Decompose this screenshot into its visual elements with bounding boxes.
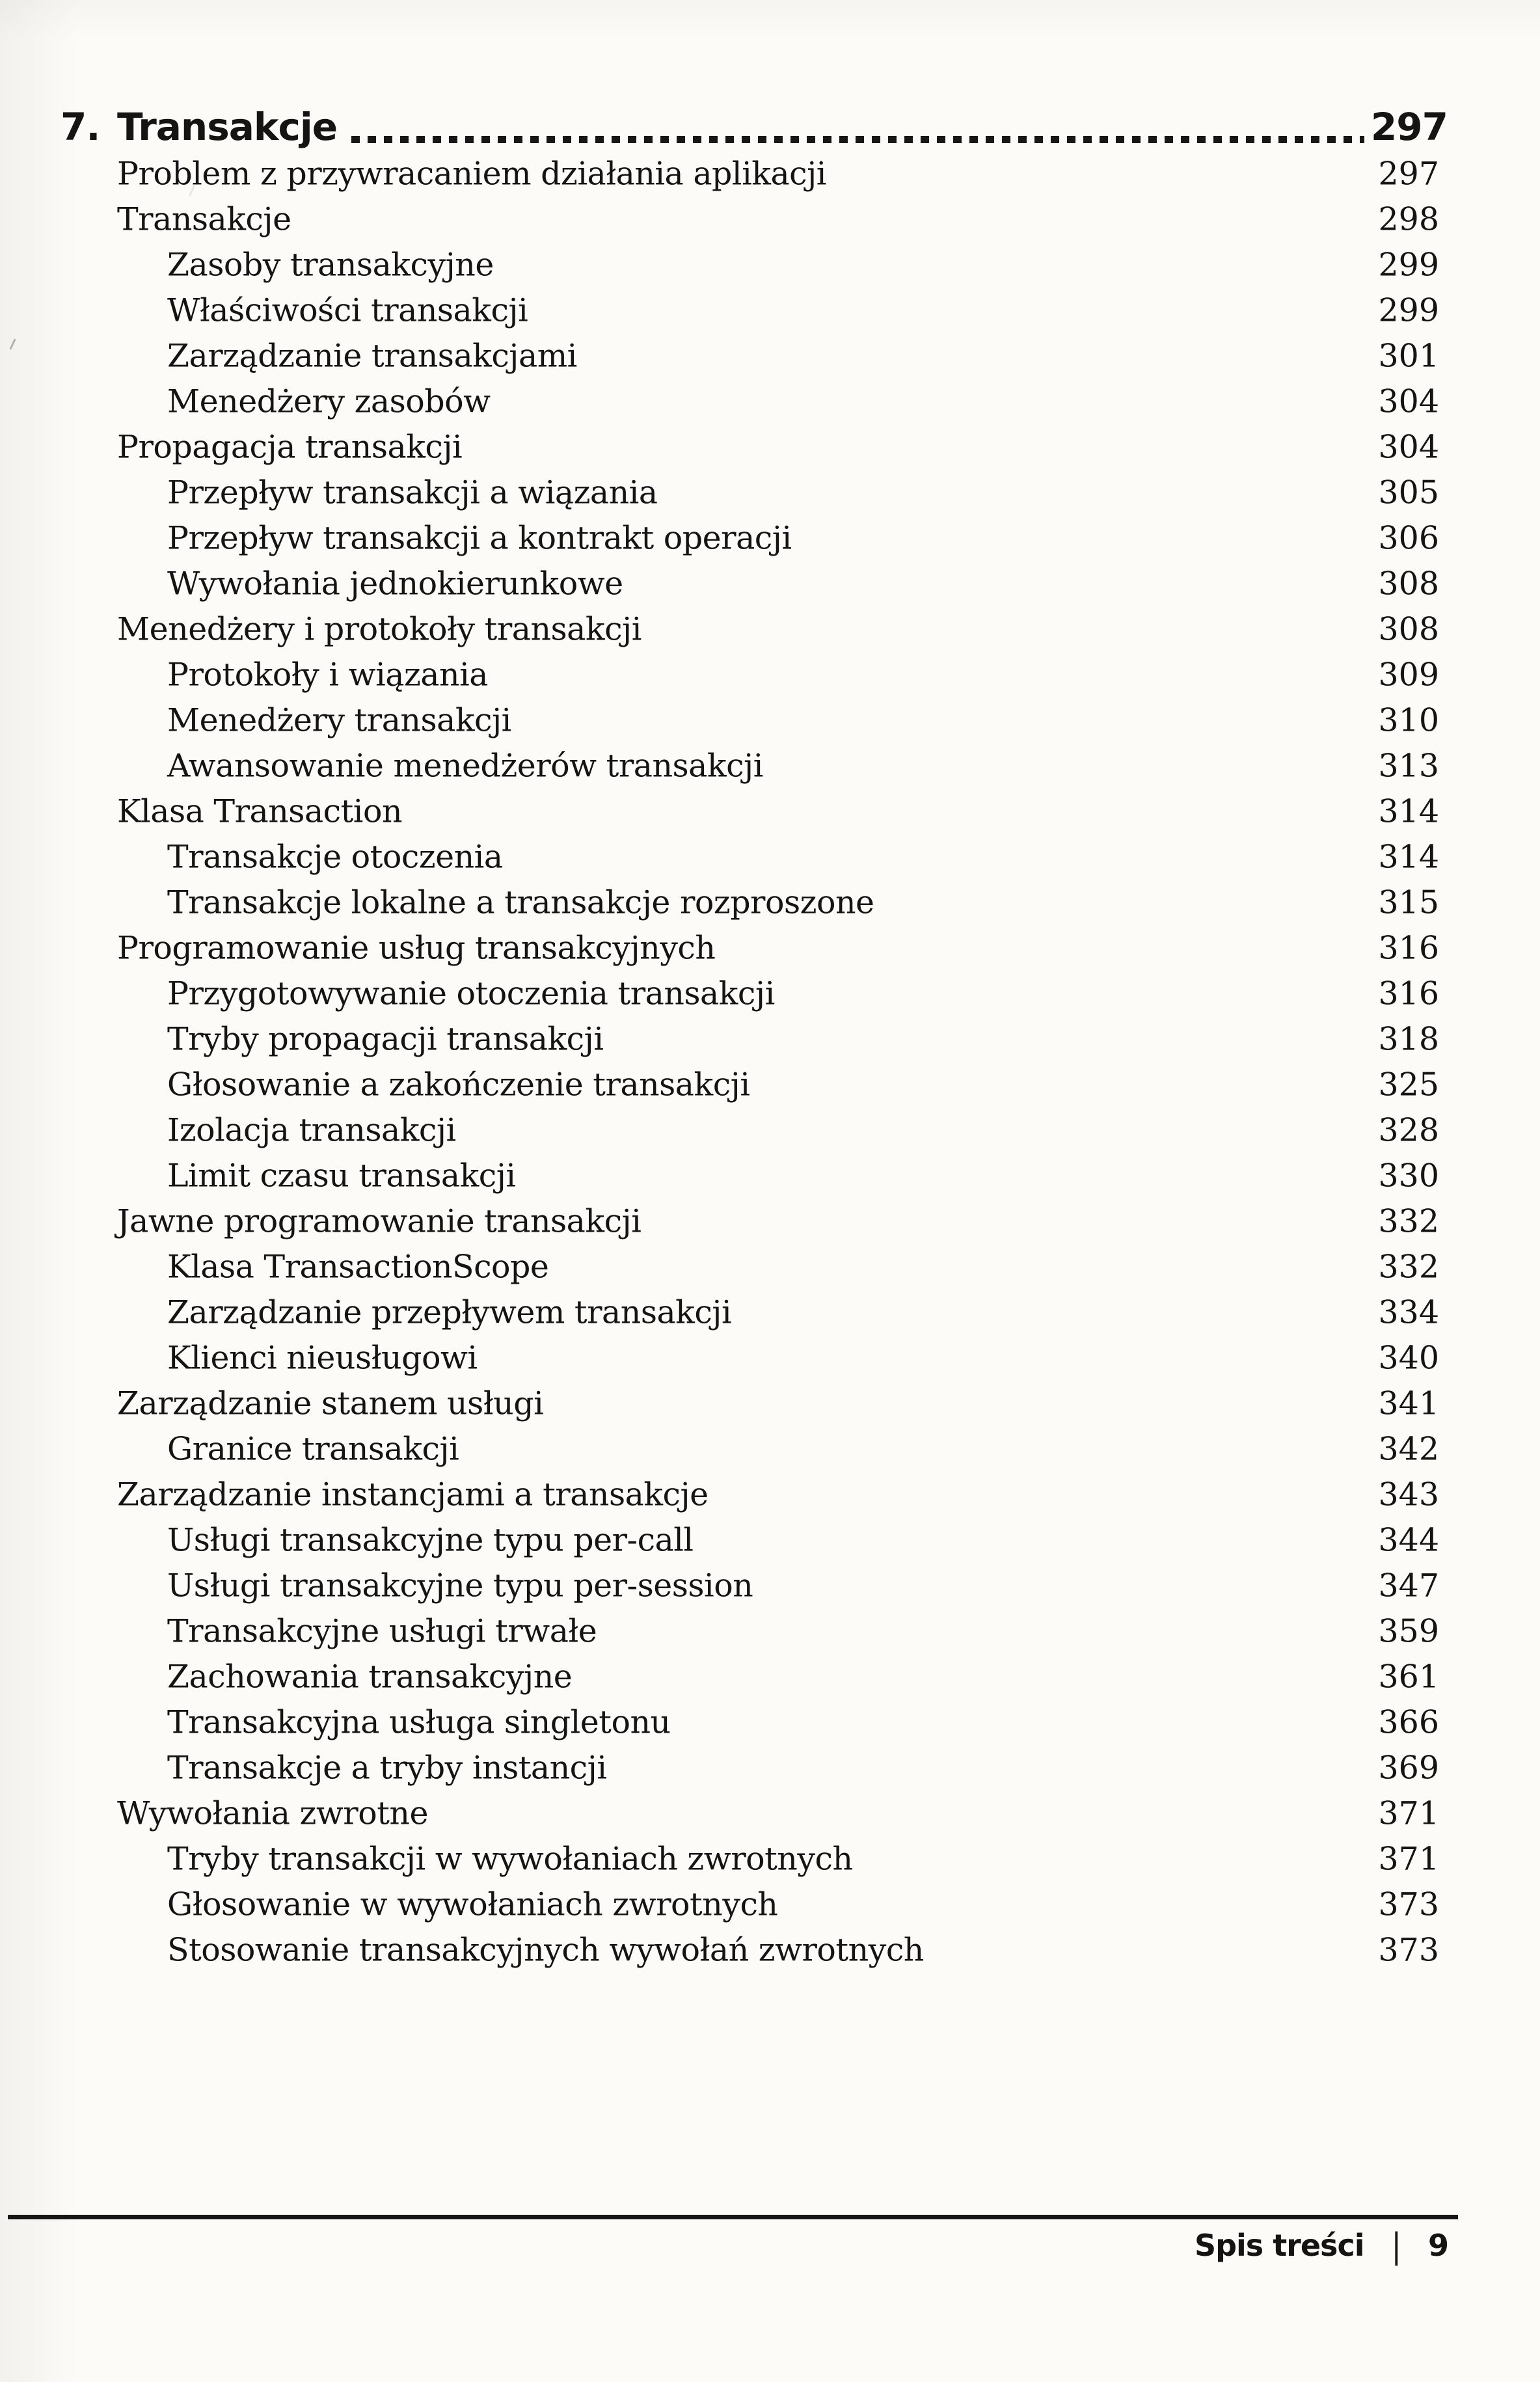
toc-row: [0, 880, 1540, 925]
toc-entry-page: 325: [1378, 1066, 1439, 1103]
chapter-number: 7.: [61, 105, 100, 149]
toc-entry-title: Klasa Transaction: [117, 792, 403, 830]
toc-entry-page: 332: [1378, 1248, 1439, 1286]
toc-entry-page: 344: [1378, 1521, 1439, 1559]
footer-section-label: Spis treści: [1194, 2228, 1364, 2263]
toc-entry-page: 334: [1378, 1293, 1439, 1331]
toc-row: [0, 196, 1540, 242]
footer-page-number: 9: [1427, 2228, 1448, 2263]
toc-entry-page: 371: [1378, 1840, 1439, 1878]
toc-row: [0, 1472, 1540, 1517]
toc-row: [0, 561, 1540, 606]
toc-row: [0, 333, 1540, 379]
toc-row: [0, 1699, 1540, 1745]
toc-row: [0, 242, 1540, 288]
toc-entry-title: Tryby transakcji w wywołaniach zwrotnych: [167, 1840, 853, 1878]
toc-row: [0, 652, 1540, 697]
toc-row: [0, 1836, 1540, 1882]
toc-entry-title: Menedżery zasobów: [167, 383, 491, 420]
toc-entry-page: 313: [1378, 747, 1439, 785]
toc-entry-title: Programowanie usług transakcyjnych: [117, 929, 716, 967]
toc-row: [0, 834, 1540, 880]
toc-row: [0, 606, 1540, 652]
toc-row: [0, 424, 1540, 470]
toc-entry-page: 315: [1378, 884, 1439, 921]
toc-entry-page: 304: [1378, 428, 1439, 466]
toc-entry-title: Zarządzanie stanem usługi: [117, 1385, 544, 1422]
toc-row: [0, 1745, 1540, 1791]
toc-row: [0, 1244, 1540, 1290]
toc-entry-page: 361: [1378, 1658, 1439, 1696]
toc-entry-page: 371: [1378, 1794, 1439, 1832]
dotted-leader: [351, 136, 1364, 143]
toc-entry-title: Zarządzanie transakcjami: [167, 337, 577, 375]
toc-row: [0, 1016, 1540, 1062]
toc-entry-page: 305: [1378, 474, 1439, 511]
toc-row: [0, 971, 1540, 1016]
toc-entry-title: Propagacja transakcji: [117, 428, 463, 466]
toc-entry-title: Zarządzanie instancjami a transakcje: [117, 1476, 709, 1513]
toc-entry-page: 299: [1378, 291, 1439, 329]
footer: [1194, 2225, 1448, 2266]
toc-entry-page: 299: [1378, 246, 1439, 284]
toc-entry-title: Problem z przywracaniem działania aplikacji: [117, 155, 826, 193]
toc-row: [0, 1153, 1540, 1198]
toc-row: [0, 470, 1540, 515]
toc-row: [0, 1791, 1540, 1836]
toc-entry-title: Transakcje lokalne a transakcje rozproszone: [167, 884, 874, 921]
toc-row: [0, 151, 1540, 196]
toc-row: [0, 1062, 1540, 1107]
toc-entry-page: 310: [1378, 701, 1439, 739]
toc-entry-page: 366: [1378, 1703, 1439, 1741]
toc-entry-title: Transakcyjne usługi trwałe: [167, 1612, 597, 1650]
toc-row: [0, 1654, 1540, 1699]
toc-entry-page: 308: [1378, 610, 1439, 648]
toc-list: [0, 151, 1540, 1973]
toc-entry-page: 342: [1378, 1430, 1439, 1468]
toc-entry-title: Przepływ transakcji a kontrakt operacji: [167, 519, 792, 557]
chapter-page-number: 297: [1370, 105, 1448, 149]
toc-entry-page: 359: [1378, 1612, 1439, 1650]
toc-entry-page: 314: [1378, 838, 1439, 876]
toc-entry-page: 347: [1378, 1567, 1439, 1604]
toc-entry-title: Izolacja transakcji: [167, 1111, 456, 1149]
toc-entry-title: Transakcje otoczenia: [167, 838, 503, 876]
toc-entry-page: 373: [1378, 1886, 1439, 1923]
toc-entry-title: Właściwości transakcji: [167, 291, 528, 329]
toc-row: [0, 1107, 1540, 1153]
toc-entry-title: Przygotowywanie otoczenia transakcji: [167, 975, 775, 1012]
toc-entry-page: 328: [1378, 1111, 1439, 1149]
toc-entry-page: 369: [1378, 1749, 1439, 1787]
toc-row: [0, 1882, 1540, 1927]
toc-entry-title: Menedżery i protokoły transakcji: [117, 610, 642, 648]
toc-entry-page: 373: [1378, 1931, 1439, 1969]
toc-row: [0, 288, 1540, 333]
toc-entry-title: Usługi transakcyjne typu per-call: [167, 1521, 694, 1559]
toc-row: [0, 925, 1540, 971]
toc-row: [0, 697, 1540, 743]
toc-entry-title: Zarządzanie przepływem transakcji: [167, 1293, 732, 1331]
toc-entry-title: Stosowanie transakcyjnych wywołań zwrotnych: [167, 1931, 924, 1969]
toc-entry-page: 298: [1378, 200, 1439, 238]
toc-entry-title: Transakcje a tryby instancji: [167, 1749, 607, 1787]
toc-entry-title: Zachowania transakcyjne: [167, 1658, 573, 1696]
toc-row: [0, 1198, 1540, 1244]
toc-entry-title: Transakcyjna usługa singletonu: [167, 1703, 671, 1741]
toc-entry-page: 297: [1378, 155, 1439, 193]
toc-entry-page: 306: [1378, 519, 1439, 557]
toc-entry-title: Zasoby transakcyjne: [167, 246, 494, 284]
toc-entry-page: 341: [1378, 1385, 1439, 1422]
toc-row: [0, 1563, 1540, 1608]
toc-row: [0, 743, 1540, 789]
toc-row: [0, 1381, 1540, 1426]
toc-entry-title: Granice transakcji: [167, 1430, 459, 1468]
chapter-title: Transakcje: [117, 105, 338, 149]
toc-row: [0, 1517, 1540, 1563]
toc-entry-title: Klasa TransactionScope: [167, 1248, 549, 1286]
toc-row: [0, 1608, 1540, 1654]
toc-entry-title: Głosowanie a zakończenie transakcji: [167, 1066, 750, 1103]
toc-entry-page: 340: [1378, 1339, 1439, 1377]
toc-row: [0, 1290, 1540, 1335]
footer-divider: [8, 2215, 1458, 2219]
toc-entry-title: Głosowanie w wywołaniach zwrotnych: [167, 1886, 778, 1923]
toc-entry-page: 308: [1378, 565, 1439, 602]
toc-entry-page: 332: [1378, 1202, 1439, 1240]
toc-entry-page: 314: [1378, 792, 1439, 830]
toc-entry-title: Protokoły i wiązania: [167, 656, 488, 694]
toc-row: [0, 1426, 1540, 1472]
toc-entry-title: Usługi transakcyjne typu per-session: [167, 1567, 753, 1604]
toc-entry-title: Menedżery transakcji: [167, 701, 511, 739]
toc-entry-page: 330: [1378, 1157, 1439, 1195]
toc-row: [0, 789, 1540, 834]
toc-row: [0, 379, 1540, 424]
toc-row: [0, 1927, 1540, 1973]
toc-entry-title: Wywołania jednokierunkowe: [167, 565, 623, 602]
toc-entry-page: 316: [1378, 929, 1439, 967]
toc-entry-page: 343: [1378, 1476, 1439, 1513]
toc-row: [0, 515, 1540, 561]
toc-entry-title: Jawne programowanie transakcji: [117, 1202, 642, 1240]
toc-row: [0, 1335, 1540, 1381]
toc-entry-title: Przepływ transakcji a wiązania: [167, 474, 658, 511]
toc-entry-page: 301: [1378, 337, 1439, 375]
toc-entry-page: 304: [1378, 383, 1439, 420]
chapter-heading: [61, 105, 1448, 149]
toc-entry-title: Transakcje: [117, 200, 291, 238]
footer-separator: |: [1391, 2225, 1401, 2266]
toc-entry-title: Awansowanie menedżerów transakcji: [167, 747, 763, 785]
toc-entry-title: Wywołania zwrotne: [117, 1794, 428, 1832]
toc-entry-title: Limit czasu transakcji: [167, 1157, 516, 1195]
toc-entry-title: Klienci nieusługowi: [167, 1339, 478, 1377]
toc-entry-page: 316: [1378, 975, 1439, 1012]
toc-entry-page: 309: [1378, 656, 1439, 694]
toc-entry-page: 318: [1378, 1020, 1439, 1058]
toc-entry-title: Tryby propagacji transakcji: [167, 1020, 604, 1058]
